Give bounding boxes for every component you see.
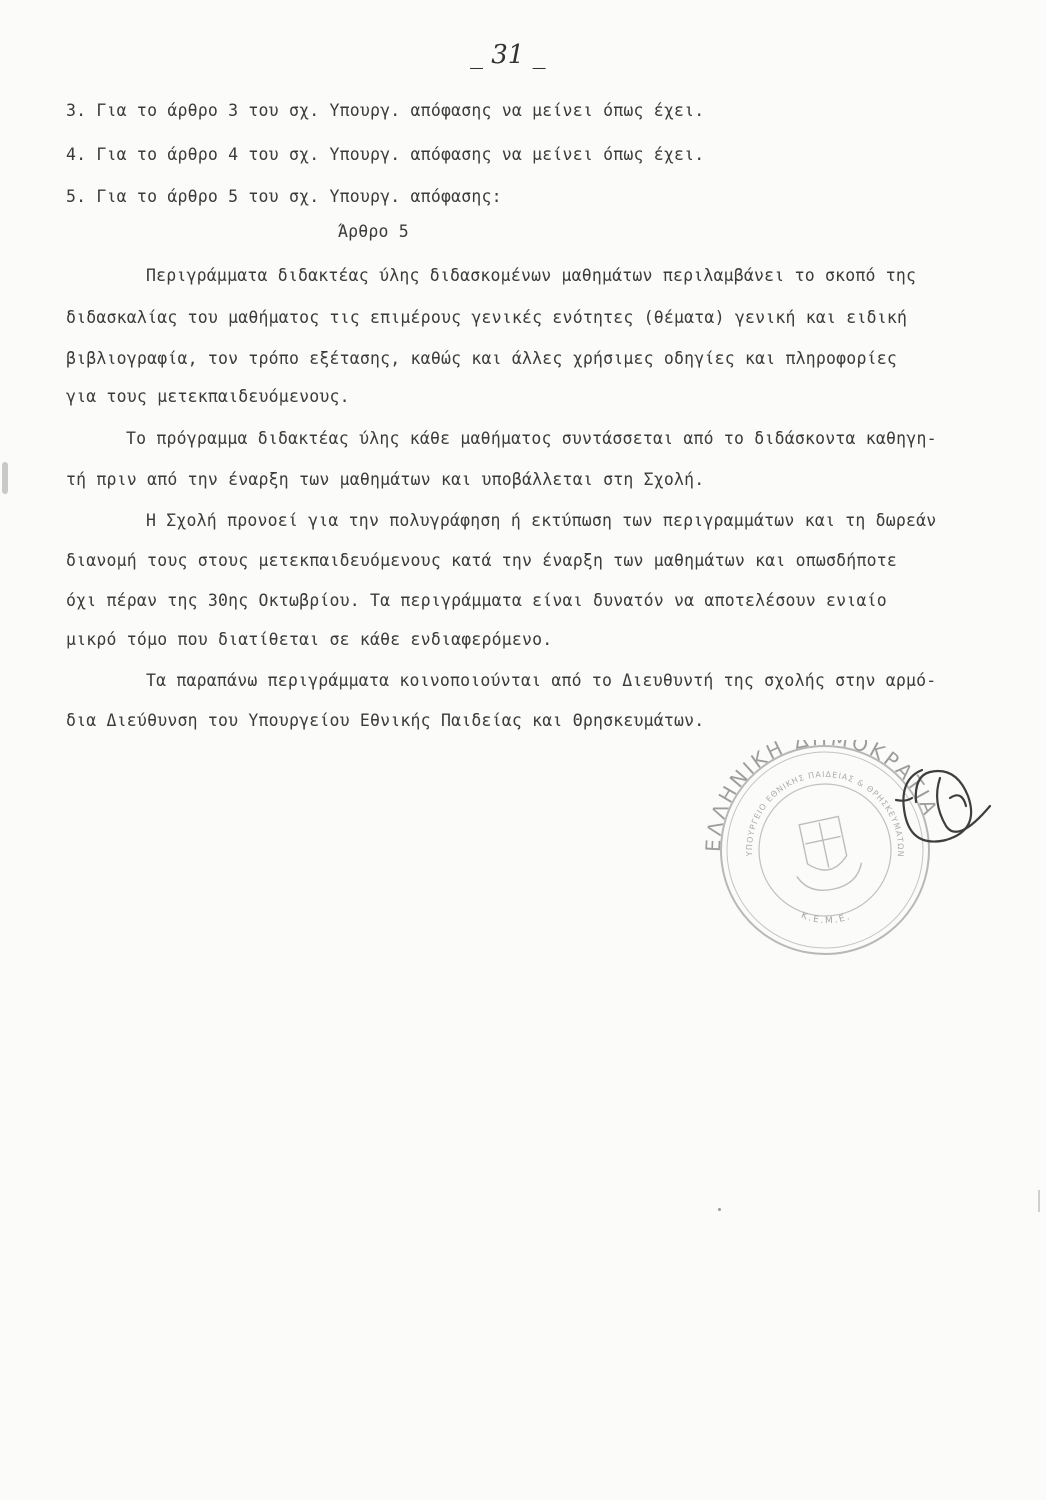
emblem-icon (786, 814, 865, 896)
paragraph-3-line-3: όχι πέραν της 30ης Οκτωβρίου. Τα περιγράμματα είναι δυνατόν να αποτελέσουν ενιαίο (66, 591, 887, 610)
binding-mark (2, 462, 8, 494)
page-number-value: 31 (491, 40, 525, 70)
stamp-inner-text: ΥΠΟΥΡΓΕΙΟ ΕΘΝΙΚΗΣ ΠΑΙΔΕΙΑΣ & ΘΡΗΣΚΕΥΜΑΤΩΝ (744, 769, 906, 858)
paragraph-2-line-2: τή πριν από την έναρξη των μαθημάτων και υποβάλλεται στη Σχολή. (66, 470, 705, 489)
paragraph-1-line-2: διδασκαλίας του μαθήματος τις επιμέρους γενικές ενότητες (θέματα) γενική και ειδική (66, 308, 908, 327)
paragraph-2-line-1: Το πρόγραμμα διδακτέας ύλης κάθε μαθήματος συντάσσεται από το διδάσκοντα καθηγη- (126, 429, 937, 448)
item-4: 4. Για το άρθρο 4 του σχ. Υπουργ. απόφασης να μείνει όπως έχει. (66, 145, 705, 164)
paragraph-3-line-2: διανομή τους στους μετεκπαιδευόμενους κατά την έναρξη των μαθημάτων και οπωσδήποτε (66, 551, 897, 570)
paragraph-1-line-1: Περιγράμματα διδακτέας ύλης διδασκομένων μαθημάτων περιλαμβάνει το σκοπό της (146, 266, 917, 285)
article-heading: Άρθρο 5 (338, 222, 409, 241)
page-number-prefix: _ (470, 40, 483, 70)
paragraph-4-line-2: δια Διεύθυνση του Υπουργείου Εθνικής Παιδείας και Θρησκευμάτων. (66, 711, 705, 730)
stamp-bottom-text: Κ.Ε.Μ.Ε. (799, 910, 853, 927)
stamp-outer-text: ΕΛΛΗΝΙΚΗ ΔΗΜΟΚΡΑΤΙΑ (700, 740, 944, 853)
item-5: 5. Για το άρθρο 5 του σχ. Υπουργ. απόφασης: (66, 187, 502, 206)
stamp-svg (700, 740, 1000, 960)
paragraph-3-line-4: μικρό τόμο που διατίθεται σε κάθε ενδιαφερόμενο. (66, 630, 553, 649)
margin-mark (1038, 1190, 1040, 1212)
paragraph-1-line-4: για τους μετεκπαιδευόμενους. (66, 387, 350, 406)
paragraph-4-line-1: Τα παραπάνω περιγράμματα κοινοποιούνται από το Διευθυντή της σχολής στην αρμό- (146, 671, 937, 690)
svg-text:ΕΛΛΗΝΙΚΗ ΔΗΜΟΚΡΑΤΙΑ (700, 740, 944, 866)
item-3: 3. Για το άρθρο 3 του σχ. Υπουργ. απόφασης να μείνει όπως έχει. (66, 101, 705, 120)
page-number (470, 40, 546, 70)
speck (718, 1208, 721, 1211)
svg-text:Κ.Ε.Μ.Ε. (798, 901, 853, 933)
official-stamp-and-signature (700, 740, 1000, 960)
paragraph-1-line-3: βιβλιογραφία, τον τρόπο εξέτασης, καθώς και άλλες χρήσιμες οδηγίες και πληροφορίες (66, 349, 897, 368)
paragraph-3-line-1: Η Σχολή προνοεί για την πολυγράφηση ή εκτύπωση των περιγραμμάτων και τη δωρεάν (146, 511, 937, 530)
page-number-suffix: _ (532, 40, 546, 70)
